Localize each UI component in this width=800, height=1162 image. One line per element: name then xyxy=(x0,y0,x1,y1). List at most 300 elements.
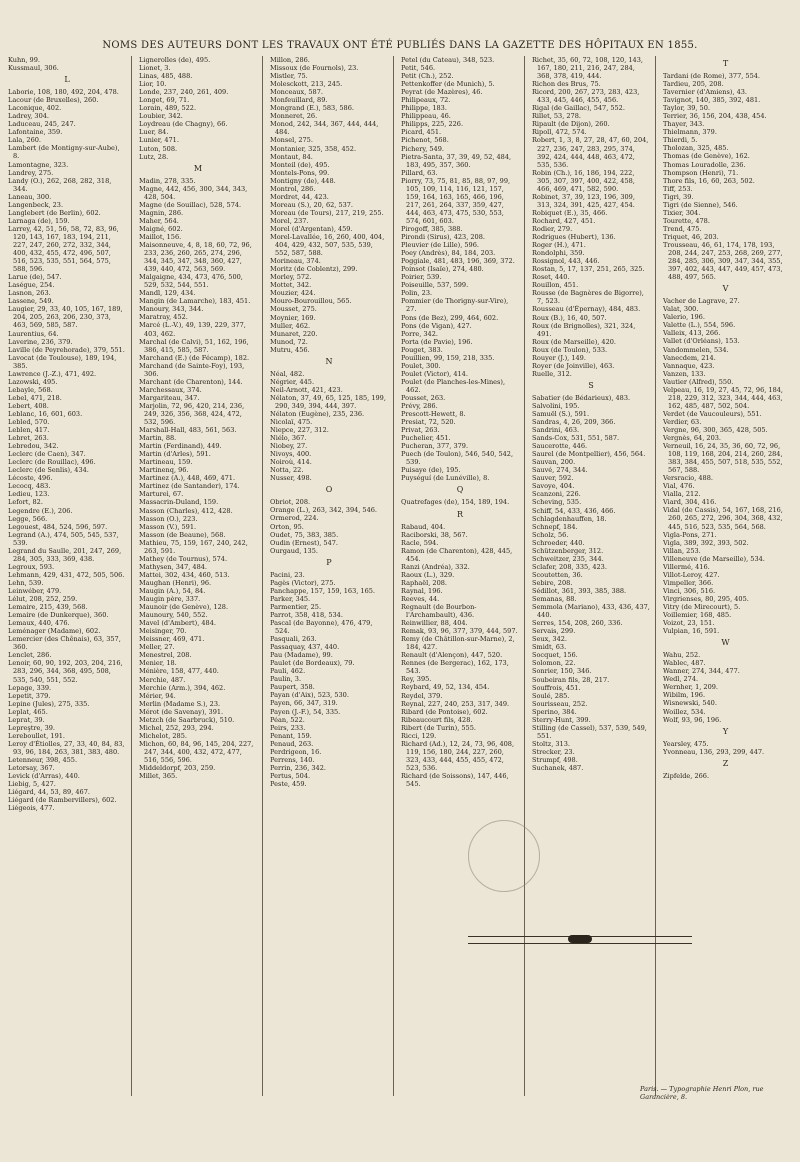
author-entry: Langlebert (de Berlin), 602. xyxy=(8,208,101,217)
author-entry: Peyrat (de Mazères), 46. xyxy=(401,88,483,97)
author-entry: Sebire, 208. xyxy=(532,578,573,587)
author-entry: Lepreştre, 39. xyxy=(8,723,55,732)
author-entry: Leblanc, 16, 601, 603. xyxy=(8,409,83,418)
author-entry: Puchelier, 451. xyxy=(401,434,451,443)
author-entry: Wolf, 93, 96, 196. xyxy=(663,715,722,724)
author-entry: Petit, 546. xyxy=(401,64,436,73)
index-column-6 xyxy=(663,56,788,1136)
author-entry: Wahu, 252. xyxy=(663,651,701,660)
author-entry: Sands-Cox, 531, 551, 587. xyxy=(532,434,620,443)
author-entry: Richard (de Soissons), 147, 446, 545. xyxy=(401,771,509,789)
author-entry: Strumpf, 498. xyxy=(532,755,578,764)
author-entry: Mérot (de Savenay), 391. xyxy=(139,707,224,716)
author-entry: Robinet, 37, 39, 123, 196, 309, 313, 324, 391, 425, 427, 454. xyxy=(532,192,635,209)
author-entry: Legrand (A.), 474, 505, 545, 537, 539. xyxy=(8,530,119,547)
author-entry: Liebig, 5, 427. xyxy=(8,780,56,789)
author-entry: Vanzen, 133. xyxy=(663,369,706,378)
author-entry: Rillet, 53, 278. xyxy=(532,112,581,121)
author-entry: Leprat, 39. xyxy=(8,715,45,724)
author-entry: Soubeiran fils, 28, 217. xyxy=(532,675,610,684)
author-entry: Quatrefages (de), 154, 189, 194. xyxy=(401,498,510,507)
author-entry: Trousseau, 46, 61, 174, 178, 193, 208, 244, 247, 253, 268, 269, 277, 284, 285, 306, 309, 347, 344, 355, 397, 402, 443, 447, 449, 457, 473, 488, 497, 565. xyxy=(663,240,783,282)
author-entry: Maratray, 452. xyxy=(139,313,188,322)
author-entry: Lawrence (J.-Z.), 471, 492. xyxy=(8,369,97,378)
author-entry: Suchanek, 487. xyxy=(532,764,584,773)
author-entry: Verneuil, 16, 24, 35, 36, 60, 72, 96, 108, 119, 168, 204, 214, 260, 284, 383, 384, 455, 507, 518, 535, 552, 567, 588. xyxy=(663,442,783,475)
author-entry: Mattei, 302, 434, 460, 513. xyxy=(139,570,230,579)
author-entry: Merchie (Arm.), 394, 462. xyxy=(139,683,226,692)
author-entry: Martureì, 67. xyxy=(139,490,184,499)
author-entry: Larue (de), 547. xyxy=(8,273,62,282)
author-entry: Penant, 159. xyxy=(270,731,312,740)
author-entry: Ormerod, 224. xyxy=(270,514,319,523)
author-entry: Thore fils, 16, 60, 263, 502. xyxy=(663,176,755,185)
author-entry: Langenbeck, 23. xyxy=(8,200,64,209)
author-entry: Pons (de Vigan), 427. xyxy=(401,321,472,330)
author-entry: Sauvé, 274, 344. xyxy=(532,466,588,475)
printer-imprint: Paris. — Typographie Henri Plon, rue Garancière, 8. xyxy=(640,1085,764,1101)
author-entry: Passaquay, 437, 440. xyxy=(270,643,340,652)
author-entry: Moreau (de Tours), 217, 219, 255. xyxy=(270,208,384,217)
author-entry: Polin, 23. xyxy=(401,289,433,298)
author-entry: Raphaël, 208. xyxy=(401,578,448,587)
author-entry: Voizot, 23, 151. xyxy=(663,619,715,628)
section-letter: Y xyxy=(722,726,729,736)
author-entry: Ripault (de Dijon), 260. xyxy=(532,120,610,129)
author-entry: Oudin (Ernest), 547. xyxy=(270,538,339,547)
author-entry: Verdier, 63. xyxy=(663,417,702,426)
author-entry: Lemaux, 440, 476. xyxy=(8,619,70,628)
author-entry: Luer, 84. xyxy=(139,128,169,137)
author-entry: Levick (d'Arras), 440. xyxy=(8,772,80,781)
author-entry: Maunoury, 540, 552. xyxy=(139,611,208,620)
author-entry: Masson (O.), 223. xyxy=(139,514,198,523)
author-entry: Masson (V.), 591. xyxy=(139,522,197,531)
author-entry: Legroux, 593. xyxy=(8,562,55,571)
author-entry: Larrey, 42, 51, 56, 58, 72, 83, 96, 120, 143, 167, 183, 194, 211, 227, 247, 260, 272, 332, 344, 400, 432, 455, 472, 496, 507, 516, 523, 535, 551, 564, 575, 588, 596. xyxy=(8,224,119,274)
author-entry: Pichenot, 568. xyxy=(401,136,449,145)
author-entry: Schnepf, 184. xyxy=(532,522,578,531)
author-entry: Vautier (Alfred), 550. xyxy=(663,377,734,386)
author-entry: Rabaud, 404. xyxy=(401,522,446,531)
author-entry: Roger (H.), 471. xyxy=(532,241,586,250)
author-entry: Ricci, 129. xyxy=(401,731,437,740)
author-entry: Vannaque, 423. xyxy=(663,361,715,370)
author-entry: Petel (du Cateau), 348, 523. xyxy=(401,56,495,64)
author-entry: Landy (O.), 262, 268, 282, 318, 344. xyxy=(8,176,112,193)
author-entry: Pauli, 462. xyxy=(270,667,306,676)
author-entry: Salvolini, 195. xyxy=(532,401,580,410)
author-entry: Scheving, 535. xyxy=(532,498,582,507)
author-entry: Velpeau, 16, 19, 27, 45, 72, 96, 184, 218, 229, 312, 323, 344, 444, 463, 162, 485, 487, 502, 504. xyxy=(663,385,783,410)
author-entry: Pouillien, 99, 159, 218, 335. xyxy=(401,353,495,362)
author-entry: Vialla, 212. xyxy=(663,490,701,499)
author-entry: Notta, 22. xyxy=(270,466,304,475)
author-entry: Trend, 475. xyxy=(663,224,702,233)
author-entry: Manoury, 343, 344. xyxy=(139,305,204,314)
section-letter: Z xyxy=(722,758,729,768)
author-entry: Lélut, 208, 252, 259. xyxy=(8,595,78,604)
author-entry: Robert, 1, 3, 8, 27, 28, 47, 60, 204, 227, 236, 247, 283, 295, 374, 392, 424, 444, 448, 463, 472, 535, 536. xyxy=(532,136,649,169)
author-entry: Meller, 27. xyxy=(139,643,175,652)
author-entry: Sédillot, 361, 393, 385, 388. xyxy=(532,587,627,595)
author-entry: Tigri, 39. xyxy=(663,192,694,201)
author-entry: Montels-Pons, 99. xyxy=(270,168,330,177)
author-entry: Lasnon, 263. xyxy=(8,289,51,298)
section-letter: W xyxy=(721,638,730,648)
author-entry: Maisonneuve, 4, 8, 18, 60, 72, 96, 233, 236, 260, 265, 274, 296, 344, 345, 347, 348, 360, 427, 439, 440, 472, 563, 569. xyxy=(139,240,252,274)
author-entry: Schweitzer, 235, 344. xyxy=(532,554,604,563)
author-entry: Nélaton, 37, 49, 65, 125, 185, 199, 290, 349, 394, 444, 397. xyxy=(270,393,386,410)
author-entry: Lebret, 263. xyxy=(8,434,49,443)
author-entry: Metzch (de Saarbruck), 510. xyxy=(139,715,235,724)
author-entry: Vinci, 306, 516. xyxy=(663,586,716,595)
author-entry: Négrier, 445. xyxy=(270,377,315,386)
author-entry: Thomas (de Genève), 162. xyxy=(663,152,750,161)
author-entry: Tiff, 253. xyxy=(663,184,693,193)
author-entry: Laneau, 300. xyxy=(8,192,52,201)
author-entry: Loydreau (de Chagny), 66. xyxy=(139,120,228,129)
author-entry: Pettenkoffer (de Munich), 5. xyxy=(401,80,495,89)
author-entry: Pleuvier (de Lille), 596. xyxy=(401,241,479,250)
author-entry: Tardieu, 205, 208. xyxy=(663,80,724,89)
author-entry: Leménager (Madame), 602. xyxy=(8,627,101,636)
author-entry: Poirier, 539. xyxy=(401,273,442,282)
author-entry: Sclafer, 208, 335, 423. xyxy=(532,562,607,571)
author-entry: Noiroù, 414. xyxy=(270,458,312,467)
author-entry: Poulet, 300. xyxy=(401,361,441,370)
author-entry: Legendre (E.), 206. xyxy=(8,506,73,515)
author-entry: Yvonneau, 136, 293, 299, 447. xyxy=(663,747,765,756)
author-entry: Orange (L.), 263, 342, 394, 546. xyxy=(270,506,378,515)
author-entry: Sabatier (de Bédarieux), 483. xyxy=(532,393,631,402)
author-entry: Ledieu, 123. xyxy=(8,490,50,499)
author-entry: Tigri (de Sienne), 546. xyxy=(663,200,738,209)
author-entry: Regnault (de Bourbon-l'Archambault), 436. xyxy=(401,603,477,620)
author-entry: Laville (de Peyrehorade), 379, 551. xyxy=(8,345,125,354)
author-entry: Leclerc (de Caen), 347. xyxy=(8,450,86,459)
author-entry: Wablec, 487. xyxy=(663,659,706,668)
author-entry: Stilling (de Cassel), 537, 539, 549, 551. xyxy=(532,723,647,740)
author-entry: Peste, 459. xyxy=(270,779,307,788)
author-entry: Panchappe, 157, 159, 163, 165. xyxy=(270,586,375,595)
author-entry: Wedl, 274. xyxy=(663,675,699,684)
author-entry: Terrier, 36, 156, 204, 438, 454. xyxy=(663,112,767,121)
author-entry: Pasquali, 263. xyxy=(270,635,317,644)
index-column-4 xyxy=(401,56,519,1136)
index-column-1 xyxy=(8,56,126,1136)
author-entry: Yearsley, 475. xyxy=(663,739,709,748)
author-entry: Montigny (de), 448. xyxy=(270,176,336,185)
author-entry: Mistler, 75. xyxy=(270,72,308,81)
author-entry: Luton, 508. xyxy=(139,144,178,153)
author-entry: Missoux (de Fournols), 23. xyxy=(270,64,359,73)
author-entry: Maugin (A.), 54, 84. xyxy=(139,587,206,595)
author-entry: Thomas Louradolle, 236. xyxy=(663,160,746,169)
author-entry: Kuhn, 99. xyxy=(8,56,40,64)
author-entry: Puisaye (de), 195. xyxy=(401,466,461,475)
author-entry: Savoye, 404. xyxy=(532,482,575,491)
author-entry: Privat, 263. xyxy=(401,426,440,435)
author-entry: Serres, 154, 208, 260, 336. xyxy=(532,619,623,628)
author-entry: Prévy, 286. xyxy=(401,402,438,411)
author-entry: Liégard, 44, 53, 89, 467. xyxy=(8,788,90,797)
author-entry: Morel-Lavallée, 16, 260, 400, 404, 404, 429, 432, 507, 535, 539, 552, 587, 588. xyxy=(270,233,385,258)
author-entry: Madin, 278, 335. xyxy=(139,176,196,185)
author-entry: Peirs, 233. xyxy=(270,723,306,732)
author-entry: Magne, 442, 456, 300, 344, 343, 428, 504. xyxy=(139,184,248,201)
author-entry: Roux (de Marseille), 420. xyxy=(532,337,616,346)
author-entry: Ourgaud, 135. xyxy=(270,546,318,555)
author-entry: Wisnewski, 540. xyxy=(663,699,717,708)
author-entry: Laségue, 254. xyxy=(8,281,55,290)
author-entry: Lutz, 28. xyxy=(139,152,169,161)
author-entry: Renault (d'Alençon), 447, 520. xyxy=(401,651,503,660)
author-entry: Sperino, 384. xyxy=(532,707,577,716)
author-entry: Ribard (de Pontoise), 602. xyxy=(401,707,488,716)
author-entry: Morley, 572. xyxy=(270,273,312,282)
author-entry: Schlagdenhauffen, 18. xyxy=(532,514,607,523)
author-entry: Valat, 300. xyxy=(663,305,699,314)
author-entry: Lenoir, 60, 90, 192, 203, 204, 216, 283, 296, 344, 368, 495, 508, 535, 540, 551, 552. xyxy=(8,659,123,684)
author-entry: Lacour (de Bruxelles), 260. xyxy=(8,96,99,105)
section-letter: L xyxy=(64,75,70,85)
author-entry: Solomon, 22. xyxy=(532,659,576,668)
author-entry: Neil-Arnott, 421, 423. xyxy=(270,385,343,394)
author-entry: Malgaigne, 434, 473, 476, 500, 529, 532, 544, 551. xyxy=(139,273,243,290)
author-entry: Pacini, 23. xyxy=(270,570,305,579)
author-entry: Kussmaul, 306. xyxy=(8,64,59,73)
author-entry: Lemaire, 215, 439, 568. xyxy=(8,603,88,612)
author-entry: Nivoys, 400. xyxy=(270,450,312,459)
author-entry: Lazowski, 495. xyxy=(8,377,58,386)
author-index xyxy=(8,56,794,1136)
author-entry: Lebert, 408. xyxy=(8,401,49,410)
author-entry: Millon, 286. xyxy=(270,56,310,64)
author-entry: Lenclet, 286. xyxy=(8,651,52,660)
author-entry: Mandl, 129, 434. xyxy=(139,289,196,298)
author-entry: Legrand du Saulle, 201, 247, 269, 284, 305, 333, 369, 438. xyxy=(8,546,122,563)
author-entry: Ramon (de Charenton), 428, 445, 454. xyxy=(401,546,513,563)
author-entry: Lafontaine, 359. xyxy=(8,128,63,137)
author-entry: Sauvan, 200. xyxy=(532,458,576,467)
author-entry: Socquet, 156. xyxy=(532,651,578,660)
author-entry: Payan (d'Aix), 523, 530. xyxy=(270,691,349,700)
author-entry: Lehn, 539. xyxy=(8,578,44,587)
author-entry: Mangin (de Lamarche), 183, 451. xyxy=(139,297,251,306)
author-entry: Vergne, 96, 300, 365, 428, 505. xyxy=(663,425,768,434)
author-entry: Paupert, 358. xyxy=(270,683,315,692)
author-entry: Philippe, 183. xyxy=(401,104,447,113)
author-entry: Rondolphi, 359. xyxy=(532,249,585,258)
author-entry: Royer (de Joinville), 463. xyxy=(532,361,615,370)
author-entry: Monneret, 26. xyxy=(270,112,318,121)
author-entry: Robin (Ch.), 16, 186, 194, 222, 305, 307, 397, 400, 422, 458, 466, 469, 471, 582, 590. xyxy=(532,168,635,193)
author-entry: Mottet, 342. xyxy=(270,281,312,290)
author-entry: Lavocat (de Toulouse), 189, 194, 385. xyxy=(8,353,117,370)
author-entry: Pucheran, 377, 379. xyxy=(401,442,469,451)
author-entry: Rodier, 279. xyxy=(532,224,573,233)
author-entry: Scholz, 56. xyxy=(532,530,569,539)
author-entry: Scanzoni, 226. xyxy=(532,490,581,499)
section-letter: T xyxy=(722,59,729,68)
author-entry: Wanner, 274, 344, 477. xyxy=(663,667,740,676)
library-stamp xyxy=(468,820,540,892)
author-entry: Vallet (d'Orléans), 153. xyxy=(663,337,740,346)
author-entry: Ripoll, 472, 574. xyxy=(532,128,587,137)
author-entry: Marcé (L.-V.), 49, 139, 229, 377, 403, 462. xyxy=(139,321,246,338)
author-entry: Laverine, 236, 379. xyxy=(8,337,73,346)
author-entry: Paulin, 3. xyxy=(270,675,302,684)
author-entry: Lebel, 471, 218. xyxy=(8,393,62,402)
author-entry: Laconique, 402. xyxy=(8,104,62,113)
index-column-2 xyxy=(139,56,257,1136)
author-entry: Lécoste, 496. xyxy=(8,474,53,483)
author-entry: Parmentier, 25. xyxy=(270,602,322,611)
author-entry: Millet, 365. xyxy=(139,772,178,781)
author-entry: Richard (Ad.), 12, 24, 73, 96, 408, 119, 156, 180, 244, 227, 260, 323, 433, 444, 455, 455, 472, 523, 536. xyxy=(401,739,515,772)
author-entry: Marchant (de Charenton), 144. xyxy=(139,377,243,386)
author-entry: Laborie, 108, 180, 492, 204, 478. xyxy=(8,88,119,97)
author-entry: Poey (Andrès), 84, 184, 203. xyxy=(401,249,496,258)
author-entry: Leclerc (de Rouillac), 496. xyxy=(8,458,96,467)
author-entry: Sandras, 4, 26, 209, 366. xyxy=(532,418,616,427)
author-entry: Richet, 35, 60, 72, 108, 120, 143, 167, 180, 211, 216, 247, 284, 368, 378, 419, 444. xyxy=(532,56,643,81)
author-entry: Rochard, 427, 451. xyxy=(532,216,596,225)
author-entry: Ruelle, 312. xyxy=(532,369,572,378)
author-entry: Magne (de Souillac), 528, 574. xyxy=(139,200,242,209)
author-entry: Masson (Charles), 412, 428. xyxy=(139,506,233,515)
author-entry: Legouest, 484, 524, 596, 597. xyxy=(8,522,108,531)
author-entry: Soulé, 285. xyxy=(532,691,570,700)
author-entry: Middeldorpf, 203, 259. xyxy=(139,764,216,773)
author-entry: Thayer, 343. xyxy=(663,120,705,129)
author-entry: Pouget, 383. xyxy=(401,345,443,354)
author-entry: Voillemier, 168, 485. xyxy=(663,611,732,620)
author-entry: Tourette, 478. xyxy=(663,216,710,225)
author-entry: Pertus, 504. xyxy=(270,771,311,780)
author-entry: Ribert (de Turin), 555. xyxy=(401,723,476,732)
section-letter: P xyxy=(326,557,332,567)
author-entry: Wernher, 1, 209. xyxy=(663,683,718,692)
section-letter: R xyxy=(456,509,464,519)
author-entry: Wibilm, 196. xyxy=(663,691,706,700)
author-entry: Philipps, 225, 226. xyxy=(401,120,464,129)
author-entry: Massacrin-Duland, 159. xyxy=(139,498,219,507)
author-entry: Marchal (de Calvi), 51, 162, 196, 386, 415, 585, 587. xyxy=(139,337,249,354)
author-entry: Laurentius, 64. xyxy=(8,329,59,338)
author-entry: Porta (de Pavie), 196. xyxy=(401,337,473,346)
author-entry: Lemaire (de Dunkerque), 360. xyxy=(8,611,109,620)
author-entry: Vergnès, 64, 203. xyxy=(663,434,722,443)
author-entry: Merlin (Madame S.), 23. xyxy=(139,699,221,708)
section-letter: V xyxy=(722,284,729,294)
author-entry: Sourisseau, 252. xyxy=(532,699,588,708)
author-entry: Mutru, 456. xyxy=(270,345,310,354)
author-entry: Munod, 72. xyxy=(270,337,308,346)
author-entry: Porre, 342. xyxy=(401,329,438,338)
author-entry: Nélaton (Eugène), 235, 236. xyxy=(270,409,365,418)
author-entry: Pons (de Bez), 299, 464, 602. xyxy=(401,313,499,322)
author-entry: Piorry, 73, 75, 81, 85, 88, 97, 99, 105, 109, 114, 116, 121, 157, 159, 164, 163, 165, 466, 196, 217, 261, 264, 337, 359, 427, 444, 463, 473, 475, 530, 553, 574, 601, 603. xyxy=(401,176,511,225)
author-entry: Néal, 482. xyxy=(270,369,305,378)
author-entry: Pirogoff, 385, 388. xyxy=(401,224,463,233)
author-entry: Villeneuve (de Marseille), 534. xyxy=(663,554,765,563)
author-entry: Rousse (de Bagnères de Bigorre), 7, 523. xyxy=(532,289,644,306)
author-entry: Martin (Ferdinand), 449. xyxy=(139,442,222,451)
author-entry: Michon, 60, 84, 96, 145, 204, 227, 247, 344, 400, 432, 472, 477, 516, 556, 596. xyxy=(139,739,254,764)
author-entry: Reeves, 44. xyxy=(401,594,440,603)
author-entry: Martineau, 159. xyxy=(139,458,193,467)
author-entry: Pousset, 263. xyxy=(401,393,446,402)
author-entry: Sterry-Hunt, 399. xyxy=(532,715,591,724)
author-entry: Roset, 440. xyxy=(532,273,570,282)
author-entry: Roux (de Brignolles), 321, 324, 491. xyxy=(532,321,636,338)
author-entry: Leplat, 465. xyxy=(8,707,48,716)
author-entry: Maugin père, 337. xyxy=(139,595,201,604)
author-entry: Lepage, 339. xyxy=(8,683,52,692)
author-entry: Rodrigues (Hubert), 136. xyxy=(532,233,616,242)
author-entry: Pascal (de Bayonne), 476, 479, 524. xyxy=(270,619,373,636)
author-entry: Raynal, 196. xyxy=(401,586,443,595)
author-entry: Reinwillier, 88, 404. xyxy=(401,619,468,628)
author-entry: Vial, 476. xyxy=(663,482,695,491)
page-title: NOMS DES AUTEURS DONT LES TRAVAUX ONT ÉTÉ PUBLIÉS DANS LA GAZETTE DES HÔPITAUX EN 1855. xyxy=(102,40,698,51)
author-entry: Saucerotte, 446. xyxy=(532,442,588,451)
author-entry: Virgrienses, 80, 295, 405. xyxy=(663,594,749,603)
author-entry: Laugier, 29, 33, 40, 105, 167, 189, 204, 205, 263, 206, 230, 373, 463, 569, 585, 587. xyxy=(8,305,123,330)
author-entry: Leclerc (de Senlis), 434. xyxy=(8,466,89,475)
author-entry: Menestrel, 208. xyxy=(139,651,192,660)
author-entry: Rouillon, 451. xyxy=(532,281,579,290)
author-entry: Rostan, 5, 17, 137, 251, 265, 325. xyxy=(532,265,645,274)
author-entry: Maughan (Henri), 96. xyxy=(139,578,212,587)
author-entry: Semanas, 88. xyxy=(532,595,577,604)
author-entry: Tholozan, 325, 485. xyxy=(663,144,729,153)
author-entry: Margariteau, 347. xyxy=(139,393,200,402)
author-entry: Meisinger, 70. xyxy=(139,627,187,636)
author-entry: Rigal (de Gaillac), 547, 552. xyxy=(532,104,625,113)
author-entry: Maunoir (de Genève), 128. xyxy=(139,603,229,612)
author-entry: Vigla, 389, 392, 393, 502. xyxy=(663,538,749,547)
author-entry: Merchie, 487. xyxy=(139,675,186,684)
author-entry: Schiff, 54, 433, 436, 466. xyxy=(532,506,616,515)
author-entry: Legge, 566. xyxy=(8,514,48,523)
author-entry: Pietra-Santa, 37, 39, 49, 52, 484, 183, 495, 357, 360. xyxy=(401,152,512,169)
author-entry: Monfeuillard, 89. xyxy=(270,96,328,105)
author-entry: Vidal (de Cassis), 54, 167, 168, 216, 260, 265, 272, 296, 304, 368, 432, 445, 516, 523, 535, 564, 568. xyxy=(663,506,783,531)
author-entry: Monceaux, 587. xyxy=(270,88,323,97)
author-entry: Prescott-Hewett, 8. xyxy=(401,410,466,419)
author-entry: Orton, 95. xyxy=(270,522,304,531)
author-entry: Roux (de Toulon), 533. xyxy=(532,345,608,354)
author-entry: Woillez, 534. xyxy=(663,707,706,716)
author-entry: Martin, 88. xyxy=(139,434,177,443)
section-letter: N xyxy=(325,356,333,366)
author-entry: Morineau, 374. xyxy=(270,257,321,266)
author-entry: Pagès (Victor), 275. xyxy=(270,578,336,587)
author-entry: Lehmann, 429, 431, 472, 505, 506. xyxy=(8,570,125,579)
author-entry: Souffrois, 451. xyxy=(532,683,581,692)
author-entry: Ranzi (Andréa), 332. xyxy=(401,562,470,571)
author-entry: Poulet (de Planches-les-Mines), 462. xyxy=(401,377,506,394)
author-entry: Puységuí (de Lunéville), 8. xyxy=(401,474,490,483)
author-entry: Versracio, 488. xyxy=(663,474,713,483)
author-entry: Ladrey, 304. xyxy=(8,112,50,121)
author-entry: Verdet (de Vaucouleurs), 551. xyxy=(663,409,762,418)
author-entry: Thierdi, 5. xyxy=(663,136,698,145)
author-entry: Michel, 252, 293, 294. xyxy=(139,723,214,732)
